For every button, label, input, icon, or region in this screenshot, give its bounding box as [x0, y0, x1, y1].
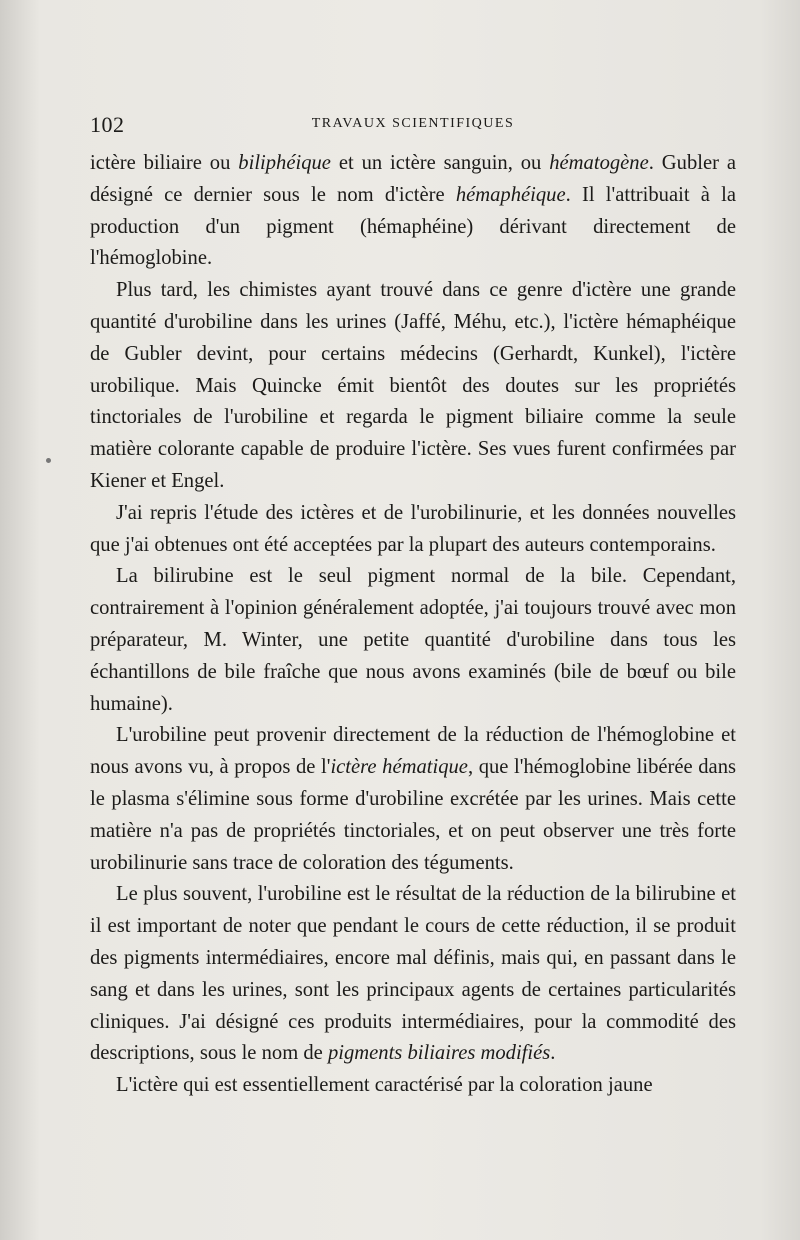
margin-speck: [46, 458, 51, 463]
text-run: Le plus souvent, l'urobiline est le résultat de la réduction de la bilirubine et il est important de noter que pendant le cours de cette réduction, il se produit des pigments intermédiaires, encore mal définis, mais qui, en passant dans le sang et dans les urines, sont les principaux agents de certaines particularités cliniques. J'ai désigné ces produits intermédiaires, pour la commodité des descriptions, sous le nom de: [90, 883, 736, 1065]
italic-term: ictère hématique: [330, 756, 468, 779]
text-run: L'urobiline peut provenir directement de la réduction de l'hémoglobine et nous avons vu, à propos de l': [90, 724, 736, 779]
paragraph: [90, 148, 736, 275]
italic-term: biliphéique: [238, 152, 331, 174]
paragraph: [90, 879, 736, 1070]
paragraph: [90, 275, 736, 498]
paragraph: [90, 498, 736, 562]
text-run: . Il l'attribuait à la production d'un pigment (hémaphéine) dérivant directement de l'hémoglobine.: [90, 183, 736, 270]
page-header: [90, 112, 736, 138]
paragraph: [90, 561, 736, 720]
text-run: J'ai repris l'étude des ictères et de l'urobilinurie, et les données nouvelles que j'ai obtenues ont été acceptées par la plupart des auteurs contemporains.: [90, 501, 736, 556]
text-run: La bilirubine est le seul pigment normal de la bile. Cependant, contrairement à l'opinion généralement adoptée, j'ai toujours trouvé avec mon préparateur, M. Winter, une petite quantité d'urobiline dans tous les échantillons de bile fraîche que nous avons examinés (bile de bœuf ou bile humaine).: [90, 565, 736, 715]
text-run: Plus tard, les chimistes ayant trouvé dans ce genre d'ictère une grande quantité d'urobiline dans les urines (Jaffé, Méhu, etc.), l'ictère hémaphéique de Gubler devint, pour certains médecins (Gerhardt, Kunkel), l'ictère urobilique. Mais Quincke émit bientôt des doutes sur les propriétés tinctoriales de l'urobiline et regarda le pigment biliaire comme la seule matière colorante capable de produire l'ictère. Ses vues furent confirmées par Kiener et Engel.: [90, 279, 736, 492]
paragraph: [90, 720, 736, 879]
body-text: [90, 148, 736, 1102]
running-title: TRAVAUX SCIENTIFIQUES: [311, 116, 515, 131]
text-run: et un ictère sanguin, ou: [330, 152, 550, 174]
italic-term: pigments biliaires modifiés: [327, 1042, 551, 1065]
text-run: .: [550, 1042, 556, 1065]
text-run: ictère biliaire ou: [90, 152, 239, 174]
italic-term: hémaphéique: [455, 183, 566, 206]
page-number: 102: [90, 112, 125, 137]
text-run: . Gubler a désigné ce dernier sous le nom d'ictère: [90, 152, 736, 206]
paragraph: [90, 1070, 736, 1102]
italic-term: hématogène: [549, 152, 649, 174]
text-run: , que l'hémoglobine libérée dans le plasma s'élimine sous forme d'urobiline excrétée par les urines. Mais cette matière n'a pas de propriétés tinctoriales, et on peut observer une très forte urobilinurie sans trace de coloration des téguments.: [90, 756, 737, 874]
text-run: L'ictère qui est essentiellement caractérisé par la coloration jaune: [116, 1074, 653, 1097]
